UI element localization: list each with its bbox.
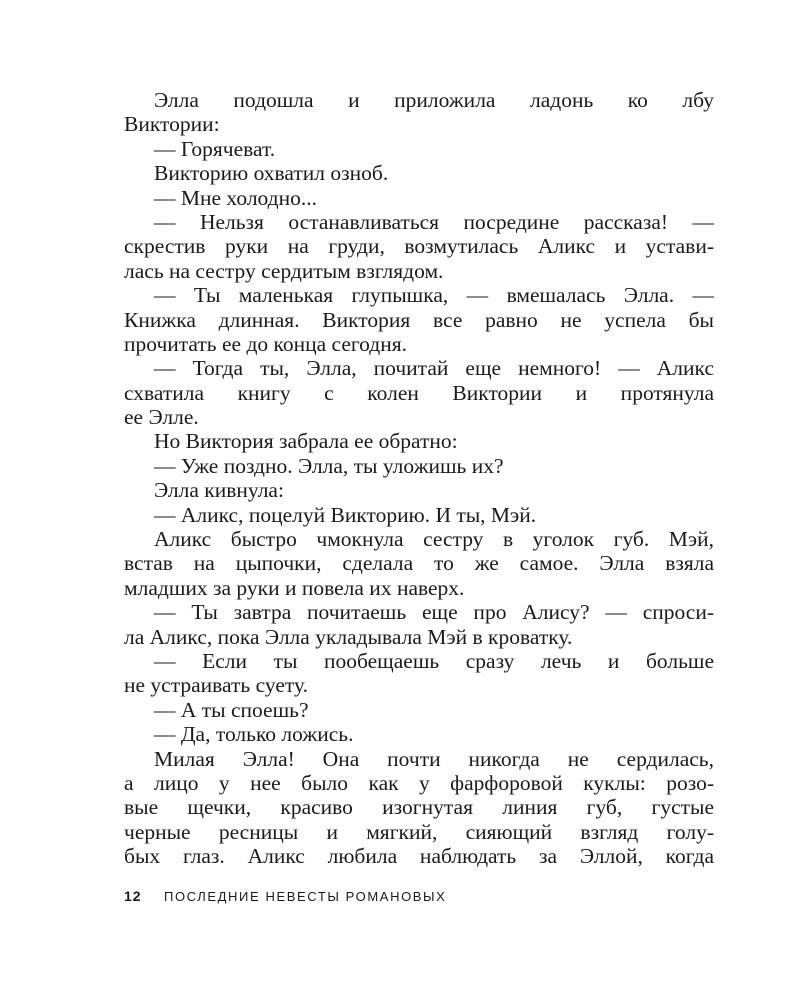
text-line: младших за руки и повела их наверх. xyxy=(124,575,465,600)
text-line: — Уже поздно. Элла, ты уложишь их? xyxy=(154,453,504,478)
text-line: — Тогда ты, Элла, почитай еще немного! — Аликс xyxy=(154,356,714,381)
text-line: — Горячеват. xyxy=(154,136,276,161)
text-line: не устраивать суету. xyxy=(124,673,308,698)
page-number: 12 xyxy=(124,888,142,904)
text-line: встав на цыпочки, сделала то же самое. Элла взяла xyxy=(124,551,714,576)
text-line: — Да, только ложись. xyxy=(154,722,354,747)
text-line: — Мне холодно... xyxy=(154,185,317,210)
text-line: ла Аликс, пока Элла укладывала Мэй в кроватку. xyxy=(124,624,573,649)
text-line: скрестив руки на груди, возмутилась Аликс и устави- xyxy=(124,234,714,259)
text-line: ее Элле. xyxy=(124,405,199,430)
text-line: а лицо у нее было как у фарфоровой куклы: розо- xyxy=(124,770,714,795)
text-line: Аликс быстро чмокнула сестру в уголок губ. Мэй, xyxy=(154,527,714,552)
text-line: Викторию охватил озноб. xyxy=(154,161,389,186)
text-line: прочитать ее до конца сегодня. xyxy=(124,331,408,356)
text-line: Элла кивнула: xyxy=(154,478,284,503)
text-line: — Ты завтра почитаешь еще про Алису? — спроси- xyxy=(154,600,714,625)
page-footer xyxy=(124,888,446,910)
body-text xyxy=(124,88,714,869)
text-line: Но Виктория забрала ее обратно: xyxy=(154,429,458,454)
text-line: бых глаз. Аликс любила наблюдать за Эллой, когда xyxy=(124,844,714,869)
text-line: вые щечки, красиво изогнутая линия губ, густые xyxy=(124,795,714,820)
running-title: ПОСЛЕДНИЕ НЕВЕСТЫ РОМАНОВЫХ xyxy=(164,889,447,904)
text-line: лась на сестру сердитым взглядом. xyxy=(124,258,444,283)
text-line: — А ты споешь? xyxy=(154,697,309,722)
text-line: — Нельзя останавливаться посредине рассказа! — xyxy=(154,209,714,234)
text-line: Книжка длинная. Виктория все равно не успела бы xyxy=(124,307,714,332)
text-line: Виктории: xyxy=(124,112,220,137)
text-line: схватила книгу с колен Виктории и протянула xyxy=(124,380,714,405)
text-line: — Если ты пообещаешь сразу лечь и больше xyxy=(154,648,714,673)
text-line: Элла подошла и приложила ладонь ко лбу xyxy=(154,88,714,112)
text-line: — Ты маленькая глупышка, — вмешалась Элла. — xyxy=(154,283,714,308)
text-line: черные ресницы и мягкий, сияющий взгляд голу- xyxy=(124,819,714,844)
text-line: Милая Элла! Она почти никогда не сердилась, xyxy=(154,746,714,771)
text-line: — Аликс, поцелуй Викторию. И ты, Мэй. xyxy=(154,502,537,527)
